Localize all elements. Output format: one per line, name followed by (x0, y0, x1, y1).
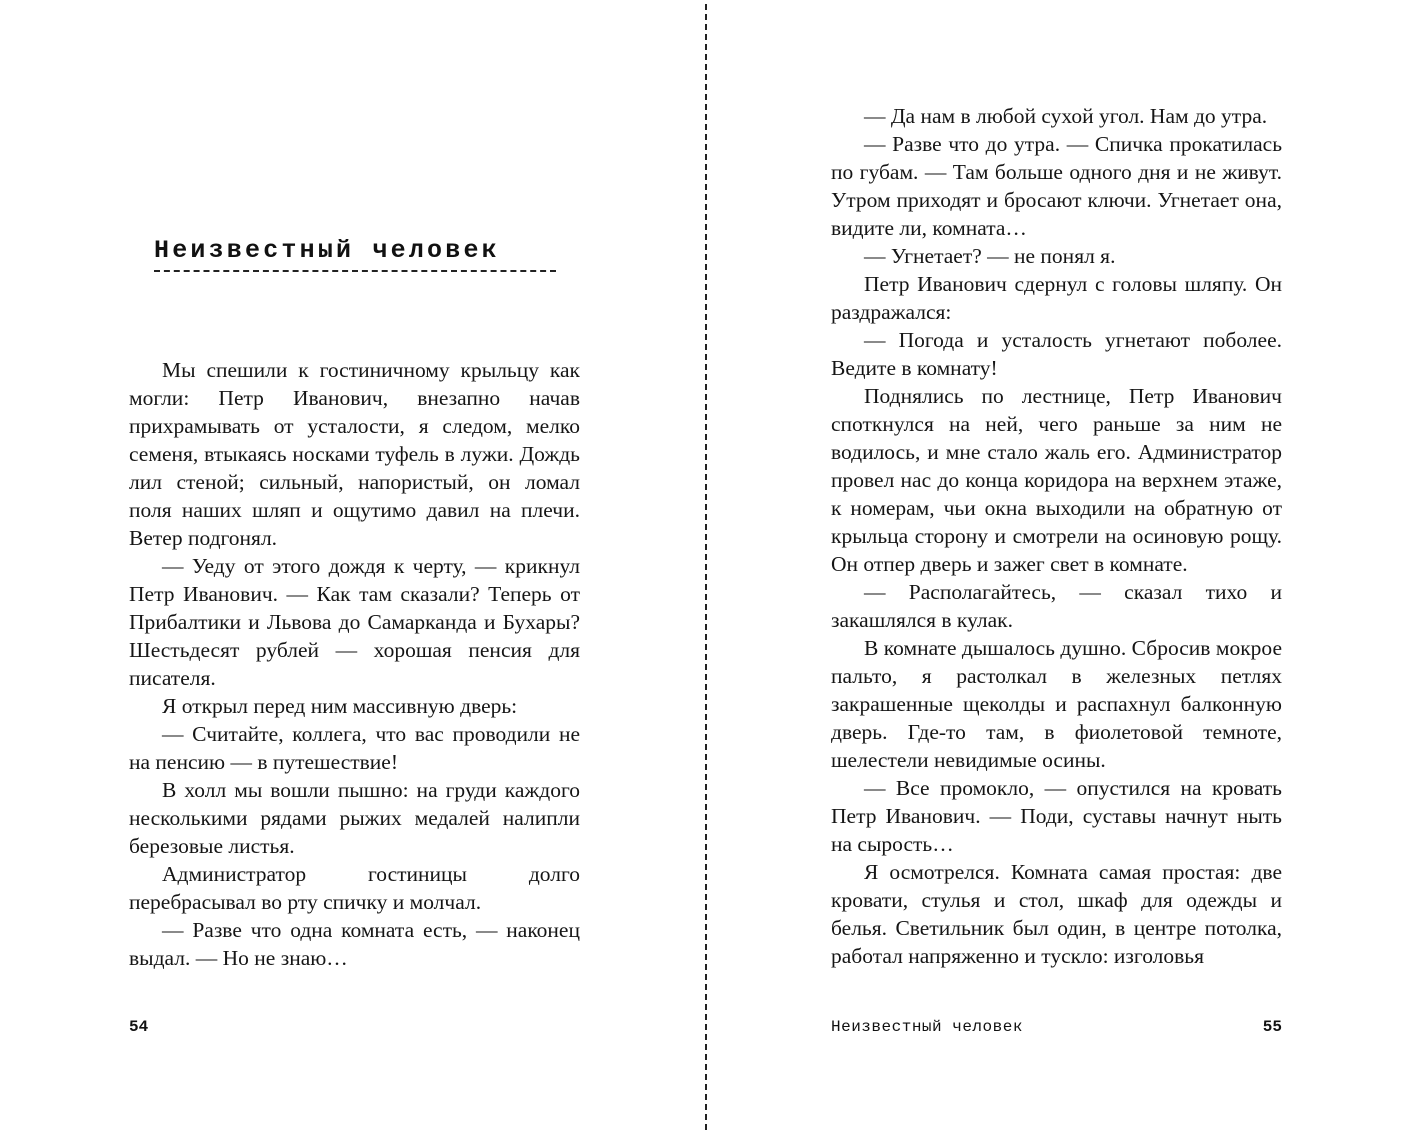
paragraph: — Разве что до утра. — Спичка прокатилась по губам. — Там больше одного дня и не живут. Утром приходят и бросают ключи. Угнетает она, видите ли, комната… (831, 132, 1282, 240)
paragraph: Администратор гостиницы долго перебрасывал во рту спичку и молчал. (129, 862, 580, 914)
left-page-body (129, 356, 580, 972)
paragraph: — Располагайтесь, — сказал тихо и закашлялся в кулак. (831, 580, 1282, 632)
paragraph: — Разве что одна комната есть, — наконец выдал. — Но не знаю… (129, 918, 580, 970)
paragraph: — Погода и усталость угнетают поболее. Ведите в комнату! (831, 328, 1282, 380)
title-underline (154, 270, 556, 272)
paragraph: В комнате дышалось душно. Сбросив мокрое пальто, я растолкал в железных петлях закрашенные щеколды и распахнул балконную дверь. Где-то там, в фиолетовой темноте, шелестели невидимые осины. (831, 636, 1282, 772)
paragraph: Мы спешили к гостиничному крыльцу как могли: Петр Иванович, внезапно начав прихрамывать от усталости, я следом, мелко семеня, втыкаясь носками туфель в лужи. Дождь лил стеной; сильный, напористый, он ломал поля наших шляп и ощутимо давил на плечи. Ветер подгонял. (129, 358, 580, 550)
paragraph: Я осмотрелся. Комната самая простая: две кровати, стулья и стол, шкаф для одежды и белья. Светильник был один, в центре потолка, работал напряженно и тускло: изголовья (831, 860, 1282, 968)
chapter-title: Неизвестный человек (154, 236, 500, 265)
page-number-left: 54 (129, 1018, 149, 1036)
paragraph: — Считайте, коллега, что вас проводили не на пенсию — в путешествие! (129, 722, 580, 774)
left-page (0, 0, 704, 1134)
paragraph: — Угнетает? — не понял я. (864, 244, 1116, 268)
paragraph: Петр Иванович сдернул с головы шляпу. Он раздражался: (831, 272, 1282, 324)
paragraph: В холл мы вошли пышно: на груди каждого несколькими рядами рыжих медалей налипли березовые листья. (129, 778, 580, 858)
paragraph: — Да нам в любой сухой угол. Нам до утра. (864, 104, 1268, 128)
paragraph: Поднялись по лестнице, Петр Иванович споткнулся на ней, чего раньше за ним не водилось, и мне стало жаль его. Администратор провел нас до конца коридора на верхнем этаже, к номерам, чьи окна выходили на обратную от крыльца сторону и смотрели на осиновую рощу. Он отпер дверь и зажег свет в комнате. (831, 384, 1282, 576)
paragraph: Я открыл перед ним массивную дверь: (162, 694, 518, 718)
right-page (707, 0, 1410, 1134)
page-number-right: 55 (1262, 1018, 1282, 1036)
paragraph: — Все промокло, — опустился на кровать Петр Иванович. — Поди, суставы начнут ныть на сырость… (831, 776, 1282, 856)
running-head: Неизвестный человек (831, 1018, 1023, 1036)
right-page-body (831, 102, 1282, 970)
paragraph: — Уеду от этого дождя к черту, — крикнул Петр Иванович. — Как там сказали? Теперь от Прибалтики и Львова до Самарканда и Бухары? Шестьдесят рублей — хорошая пенсия для писателя. (129, 554, 580, 690)
